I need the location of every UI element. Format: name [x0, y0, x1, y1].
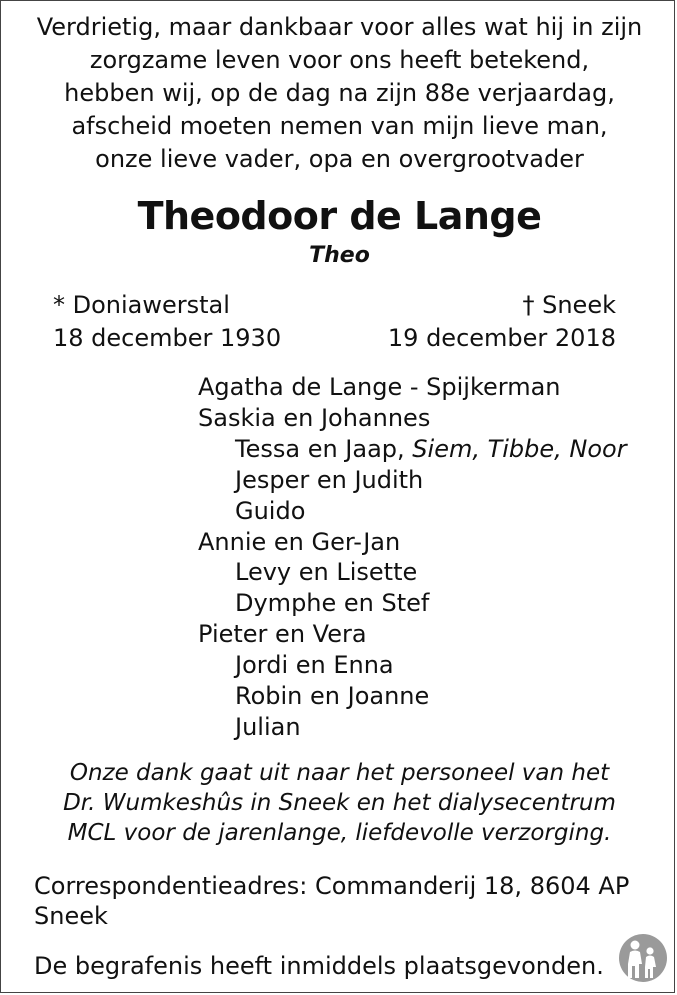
family-grandchild: Julian	[235, 712, 301, 741]
intro-line: Verdrietig, maar dankbaar voor alles wat hij in zijn	[36, 13, 643, 41]
family-child: Annie en Ger-Jan	[198, 527, 401, 556]
family-grandchild: Jesper en Judith	[235, 465, 424, 494]
intro-line: onze lieve vader, opa en overgrootvader	[95, 145, 584, 173]
birth-info	[53, 289, 281, 355]
intro-text	[21, 11, 658, 176]
intro-line: afscheid moeten nemen van mijn lieve man,	[71, 112, 608, 140]
thanks-line: Onze dank gaat uit naar het personeel van het	[69, 760, 610, 786]
birth-date: 18 december 1930	[53, 324, 282, 352]
great-grandchildren-names: Siem, Tibbe, Noor	[412, 434, 627, 463]
family-grandchild: Robin en Joanne	[235, 682, 430, 711]
birth-place: * Doniawerstal	[53, 291, 230, 319]
family-grandchild: Jordi en Enna	[235, 651, 394, 680]
death-date: 19 december 2018	[387, 324, 616, 352]
family-list	[198, 372, 627, 743]
death-place: † Sneek	[522, 291, 616, 319]
family-grandchild	[198, 434, 627, 465]
intro-line: hebben wij, op de dag na zijn 88e verjaardag,	[64, 79, 615, 107]
family-spouse: Agatha de Lange - Spijkerman	[198, 373, 561, 401]
mourning-figure-icon	[618, 933, 668, 983]
death-info	[388, 289, 616, 355]
family-grandchild: Levy en Lisette	[235, 558, 418, 587]
thanks-text	[1, 758, 677, 848]
thanks-line: Dr. Wumkeshûs in Sneek en het dialysecentrum	[63, 790, 616, 816]
deceased-nickname: Theo	[309, 243, 370, 268]
thanks-line: MCL voor de jarenlange, liefdevolle verzorging.	[67, 820, 612, 846]
correspondence-address: Correspondentieadres: Commanderij 18, 8604 AP Sneek	[34, 872, 630, 930]
deceased-name: Theodoor de Lange	[137, 194, 542, 238]
intro-line: zorgzame leven voor ons heeft betekend,	[89, 46, 590, 74]
family-child: Saskia en Johannes	[198, 403, 431, 432]
funeral-note: De begrafenis heeft inmiddels plaatsgevonden.	[34, 952, 604, 980]
grandchild-name: Tessa en Jaap,	[235, 434, 405, 463]
family-grandchild: Dymphe en Stef	[235, 589, 430, 618]
family-grandchild: Guido	[235, 496, 306, 525]
family-child: Pieter en Vera	[198, 620, 367, 649]
